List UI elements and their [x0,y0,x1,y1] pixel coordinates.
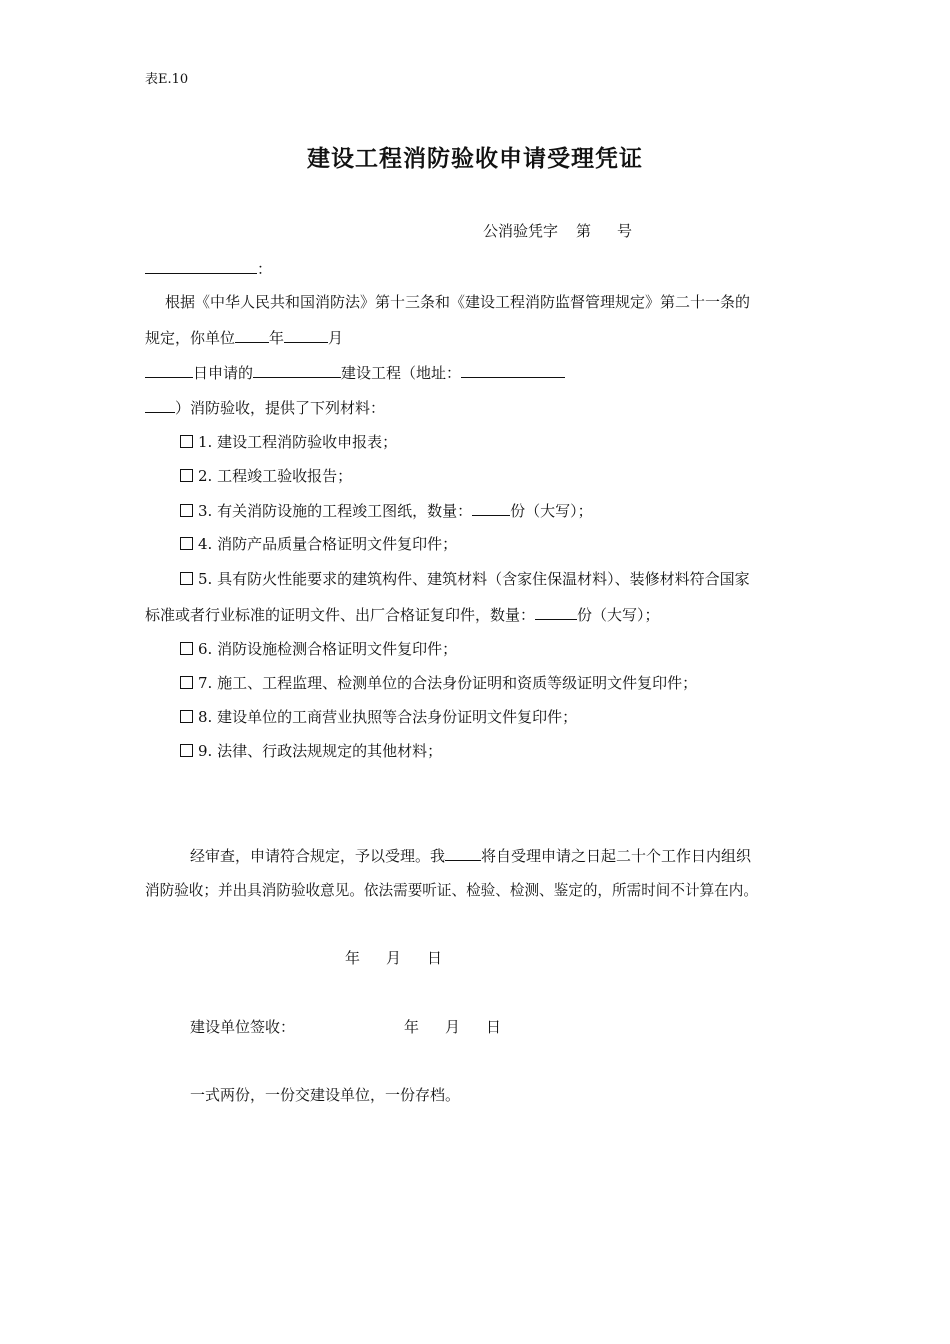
day-blank[interactable] [145,362,193,378]
sign-date-month: 月 [445,1018,461,1036]
sign-label: 建设单位签收： [190,1018,296,1036]
addressee-colon: ： [257,260,273,278]
material-6-label: 6. 消防设施检测合格证明文件复印件； [198,640,458,658]
intro-line-4 [145,397,385,418]
month-blank[interactable] [284,327,328,343]
material-item-1 [180,432,397,452]
doc-number [483,221,632,241]
page-title: 建设工程消防验收申请受理凭证 [307,146,643,172]
material-7-checkbox[interactable] [180,676,193,689]
material-8-label: 8. 建设单位的工商营业执照等合法身份证明文件复印件； [198,708,578,726]
material-3-label: 3. 有关消防设施的工程竣工图纸，数量： [198,502,473,520]
material-4-label: 4. 消防产品质量合格证明文件复印件； [198,535,458,553]
material-1-label: 1. 建设工程消防验收申报表； [198,433,398,451]
material-9-checkbox[interactable] [180,744,193,757]
sign-date [404,1017,501,1037]
material-item-8 [180,707,577,727]
review-line-1-b: 将自受理申请之日起二十个工作日内组织 [481,847,752,865]
material-item-6 [180,639,457,659]
material-item-4 [180,534,457,554]
intro-line-3-a: 日申请的 [193,364,254,382]
doc-number-di: 第 [576,222,592,240]
material-5-label: 5. 具有防火性能要求的建筑构件、建筑材料（含家住保温材料）、装修材料符合国家 [198,570,750,588]
intro-line-2-b: 年 [269,329,285,347]
year-blank[interactable] [235,327,269,343]
material-3-suffix: 份（大写）； [510,502,593,520]
material-item-3 [180,500,593,521]
material-5-suffix: 份（大写）； [577,606,660,624]
material-2-label: 2. 工程竣工验收报告； [198,467,353,485]
intro-line-1: 根据《中华人民共和国消防法》第十三条和《建设工程消防监督管理规定》第二十一条的 [165,293,751,311]
intro-line-2 [145,327,343,348]
review-date [345,948,442,968]
addressee-blank[interactable] [145,258,257,274]
material-5-cont-label: 标准或者行业标准的证明文件、出厂合格证复印件，数量： [145,606,536,624]
intro-line-3-b: 建设工程（地址： [341,364,462,382]
material-item-7 [180,673,697,693]
material-5-checkbox[interactable] [180,572,193,585]
sign-date-day: 日 [486,1018,502,1036]
address-blank[interactable] [461,362,565,378]
review-date-month: 月 [386,949,402,967]
material-3-checkbox[interactable] [180,504,193,517]
review-line-1-a: 经审查，申请符合规定，予以受理。我 [190,847,446,865]
address-blank-cont[interactable] [145,397,175,413]
material-5-quantity-blank[interactable] [535,604,577,620]
review-date-day: 日 [427,949,443,967]
intro-line-2-c: 月 [328,329,344,347]
doc-number-prefix: 公消验凭字 [483,222,559,240]
material-4-checkbox[interactable] [180,537,193,550]
intro-line-3 [145,362,565,383]
review-line-2: 消防验收；并出具消防验收意见。依法需要听证、检验、检测、鉴定的，所需时间不计算在内。 [145,882,758,899]
material-3-quantity-blank[interactable] [472,500,510,516]
review-date-year: 年 [345,949,361,967]
authority-blank[interactable] [445,845,481,861]
form-number: 表E.10 [145,72,189,87]
material-2-checkbox[interactable] [180,469,193,482]
project-name-blank[interactable] [253,362,341,378]
material-8-checkbox[interactable] [180,710,193,723]
intro-line-4-text: ）消防验收，提供了下列材料： [175,399,386,417]
material-item-5 [180,569,750,589]
material-7-label: 7. 施工、工程监理、检测单位的合法身份证明和资质等级证明文件复印件； [198,674,698,692]
material-6-checkbox[interactable] [180,642,193,655]
doc-number-hao: 号 [617,222,633,240]
material-9-label: 9. 法律、行政法规规定的其他材料； [198,742,443,760]
material-item-2 [180,466,352,486]
intro-line-2-a: 规定，你单位 [145,329,236,347]
material-item-9 [180,741,442,761]
material-1-checkbox[interactable] [180,435,193,448]
review-line-1 [190,845,751,866]
sign-date-year: 年 [404,1018,420,1036]
footer-note: 一式两份，一份交建设单位，一份存档。 [190,1086,461,1104]
material-item-5-cont [145,604,660,625]
addressee-line [145,258,272,279]
